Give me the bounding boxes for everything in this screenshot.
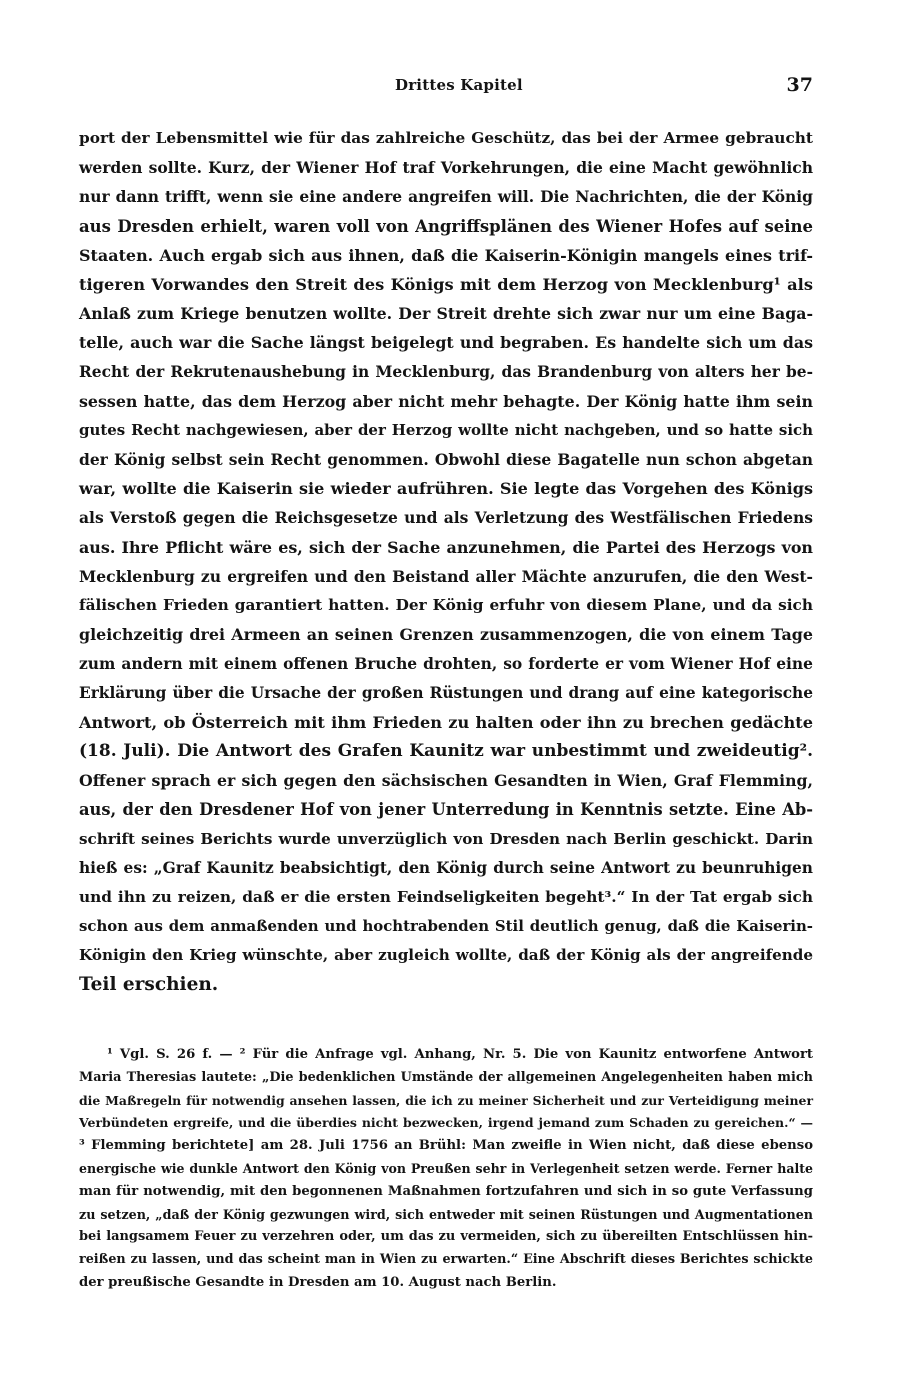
text-line: (18. Juli). Die Antwort des Grafen Kaunitz war unbestimmt und zweideutig². (79, 740, 813, 761)
text-line: Anlaß zum Kriege benutzen wollte. Der Streit drehte sich zwar nur um eine Baga- (79, 304, 813, 324)
text-line: und ihn zu reizen, daß er die ersten Feindseligkeiten begeht³.“ In der Tat ergab sich (79, 887, 813, 906)
footnote-line: Verbündeten ergreife, und die überdies nicht bezwecken, irgend jemand zum Schaden zu gereichen.“ — (79, 1115, 813, 1131)
footnote-line-last: der preußische Gesandte in Dresden am 10. August nach Berlin. (79, 1274, 557, 1290)
text-line: aus Dresden erhielt, waren voll von Angriffsplänen des Wiener Hofes auf seine (79, 216, 813, 236)
page-number: 37 (786, 74, 813, 96)
text-line: Offener sprach er sich gegen den sächsischen Gesandten in Wien, Graf Flemming, (79, 771, 813, 791)
main-text (79, 124, 813, 1000)
text-line: der König selbst sein Recht genommen. Obwohl diese Bagatelle nun schon abgetan (79, 450, 813, 470)
text-line: Königin den Krieg wünschte, aber zugleich wollte, daß der König als der angreifende (79, 946, 813, 965)
text-line: gleichzeitig drei Armeen an seinen Grenzen zusammenzogen, die von einem Tage (79, 625, 813, 645)
text-line: nur dann trifft, wenn sie eine andere angreifen will. Die Nachrichten, die der König (79, 187, 813, 207)
text-line: aus, der den Dresdener Hof von jener Unterredung in Kenntnis setzte. Eine Ab- (79, 800, 813, 820)
text-line: telle, auch war die Sache längst beigelegt und begraben. Es handelte sich um das (79, 333, 813, 353)
footnote-line: die Maßregeln für notwendig ansehen lassen, die ich zu meiner Sicherheit und zur Verteidigung meiner (79, 1092, 813, 1108)
footnote-line: ³ Flemming berichtete] am 28. Juli 1756 an Brühl: Man zweifle in Wien nicht, daß diese ebenso (79, 1138, 813, 1154)
text-line: fälischen Frieden garantiert hatten. Der König erfuhr von diesem Plane, und da sich (79, 596, 813, 614)
footnote-line: energische wie dunkle Antwort den König von Preußen sehr in Verlegenheit setzen werde. Ferner halte (79, 1160, 813, 1176)
footnote-line: bei langsamem Feuer zu verzehren oder, um das zu vermeiden, sich zu übereilten Entschlüssen hin- (79, 1229, 813, 1245)
footnote-line: reißen zu lassen, und das scheint man in Wien zu erwarten.“ Eine Abschrift dieses Berichtes schickte (79, 1252, 813, 1268)
chapter-title: Drittes Kapitel (395, 76, 523, 94)
text-line: Antwort, ob Österreich mit ihm Frieden zu halten oder ihn zu brechen gedächte (79, 712, 813, 732)
footnote-line: ¹ Vgl. S. 26 f. — ² Für die Anfrage vgl. Anhang, Nr. 5. Die von Kaunitz entworfene Antwort (107, 1047, 813, 1062)
text-line: war, wollte die Kaiserin sie wieder aufrühren. Sie legte das Vorgehen des Königs (79, 479, 813, 499)
text-line: Recht der Rekrutenaushebung in Mecklenburg, das Brandenburg von alters her be- (79, 362, 813, 381)
text-line: port der Lebensmittel wie für das zahlreiche Geschütz, das bei der Armee gebraucht (79, 129, 813, 147)
text-line: schon aus dem anmaßenden und hochtrabenden Stil deutlich genug, daß die Kaiserin- (79, 917, 813, 936)
text-line: werden sollte. Kurz, der Wiener Hof traf Vorkehrungen, die eine Macht gewöhnlich (79, 158, 813, 178)
text-line: sessen hatte, das dem Herzog aber nicht mehr behagte. Der König hatte ihm sein (79, 391, 813, 411)
text-line: gutes Recht nachgewiesen, aber der Herzog wollte nicht nachgeben, und so hatte sich (79, 420, 813, 439)
text-line: zum andern mit einem offenen Bruche drohten, so forderte er vom Wiener Hof eine (79, 654, 813, 674)
text-line: Erklärung über die Ursache der großen Rüstungen und drang auf eine kategorische (79, 683, 813, 702)
footnote-line: zu setzen, „daß der König gezwungen wird, sich entweder mit seinen Rüstungen und Augmentationen (79, 1206, 813, 1222)
text-line: tigeren Vorwandes den Streit des Königs mit dem Herzog von Mecklenburg¹ als (79, 274, 813, 294)
running-header (0, 74, 900, 100)
text-line: Mecklenburg zu ergreifen und den Beistand aller Mächte anzurufen, die den West- (79, 566, 813, 586)
text-line: hieß es: „Graf Kaunitz beabsichtigt, den König durch seine Antwort zu beunruhigen (79, 858, 813, 877)
footnote-line: man für notwendig, mit den begonnenen Maßnahmen fortzufahren und sich in so gute Verfassung (79, 1183, 813, 1199)
text-line: schrift seines Berichts wurde unverzüglich von Dresden nach Berlin geschickt. Darin (79, 829, 813, 848)
text-line: Staaten. Auch ergab sich aus ihnen, daß die Kaiserin-Königin mangels eines trif- (79, 245, 813, 265)
text-line: aus. Ihre Pflicht wäre es, sich der Sache anzunehmen, die Partei des Herzogs von (79, 537, 813, 557)
footnote-line: Maria Theresias lautete: „Die bedenklichen Umstände der allgemeinen Angelegenheiten haben mich (79, 1069, 813, 1085)
text-line-last: Teil erschien. (79, 974, 219, 996)
footnotes (79, 1044, 813, 1295)
text-line: als Verstoß gegen die Reichsgesetze und als Verletzung des Westfälischen Friedens (79, 508, 813, 528)
